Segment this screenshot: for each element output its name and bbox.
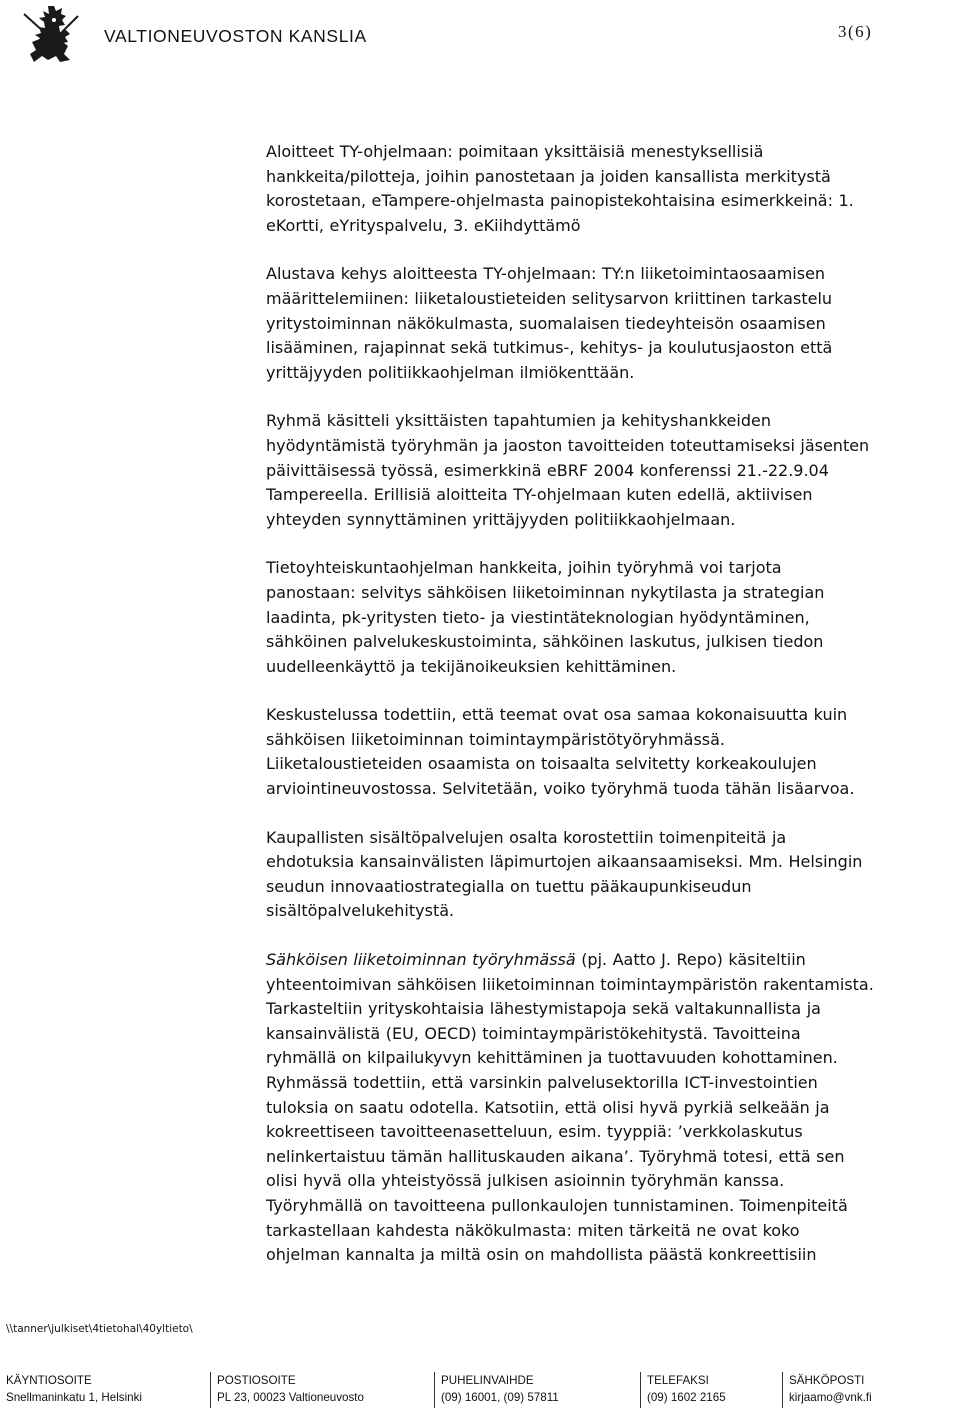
footer-value: Snellmaninkatu 1, Helsinki (6, 1391, 142, 1404)
footer-value: (09) 16001, (09) 57811 (441, 1391, 559, 1404)
working-group-name: Sähköisen liiketoiminnan työryhmässä (266, 950, 576, 970)
page-header (0, 0, 960, 70)
coat-of-arms-logo-icon (18, 2, 84, 70)
footer-fax (640, 1372, 726, 1408)
document-body (266, 140, 956, 1292)
paragraph-framework: Alustava kehys aloitteesta TY-ohjelmaan: TY:n liiketoimintaosaamisen määrittelemiinen: liiketaloustieteiden selitysarvon kriittinen tarkastelu yritystoiminnan näkökulmasta, suomalaisen tiedeyhteisön osaamisen lisääminen, rajapinnat sekä tutkimus-, kehitys- ja koulutusjaoston että yrittäjyyden politiikkaohjelman ilmiökenttään. (266, 264, 833, 382)
footer-value: PL 23, 00023 Valtioneuvosto (217, 1391, 364, 1404)
file-path: \\tanner\julkiset\4tietohal\40yltieto\ (6, 1323, 193, 1335)
organization-name: VALTIONEUVOSTON KANSLIA (104, 26, 367, 46)
footer-email (782, 1372, 872, 1408)
paragraph-content-services: Kaupallisten sisältöpalvelujen osalta korostettiin toimenpiteitä ja ehdotuksia kansainvälisten läpimurtojen aikaansaamiseksi. Mm. Helsingin seudun innovaatiostrategialla on tuettu pääkaupunkiseudun sisältöpalvelukehitystä. (266, 827, 863, 921)
footer-label: SÄHKÖPOSTI (789, 1374, 865, 1387)
footer-label: PUHELINVAIHDE (441, 1374, 534, 1387)
footer-postal-address (210, 1372, 364, 1408)
footer-switchboard (434, 1372, 559, 1408)
paragraph-group-discussion: Ryhmä käsitteli yksittäisten tapahtumien ja kehityshankkeiden hyödyntämistä työryhmän ja jaoston tavoitteiden toteuttamiseksi jäsenten päivittäisessä työssä, esimerkkinä eBRF 2004 konferenssi 21.-22.9.04 Tampereella. Erillisiä aloitteita TY-ohjelmaan kuten edellä, aktiivisen yhteyden synnyttäminen yrittäjyyden politiikkaohjelmaan. (266, 411, 870, 529)
paragraph-information-society-projects: Tietoyhteiskuntaohjelman hankkeita, joihin työryhmä voi tarjota panostaan: selvitys sähköisen liiketoiminnan nykytilasta ja strategian laadinta, pk-yritysten tieto- ja viestintäteknologian hyödyntäminen, sähköinen palvelukeskustoiminta, sähköinen laskutus, julkisen tiedon uudelleenkäyttö ja tekijänoikeuksien kehittäminen. (266, 558, 825, 676)
footer-visiting-address (6, 1372, 142, 1408)
paragraph-ebusiness-working-group (266, 948, 956, 1268)
footer-label: POSTIOSOITE (217, 1374, 296, 1387)
paragraph-discussion-notes: Keskustelussa todettiin, että teemat ovat osa samaa kokonaisuutta kuin sähköisen liiketoiminnan toimintaympäristötyöryhmässä. Liiketaloustieteiden osaamista on toisaalta selvitetty korkeakoulujen arviointineuvostossa. Selvitetään, voiko työryhmä tuoda tähän lisäarvoa. (266, 705, 855, 799)
page-footer (0, 1372, 960, 1408)
footer-value: (09) 1602 2165 (647, 1391, 726, 1404)
footer-label: KÄYNTIOSOITE (6, 1374, 92, 1387)
paragraph-initiatives: Aloitteet TY-ohjelmaan: poimitaan yksittäisiä menestyksellisiä hankkeita/pilotteja, joihin panostetaan ja joiden kansallista merkitystä korostetaan, eTampere-ohjelmasta painopistekohtaisina esimerkkeinä: 1. eKortti, eYrityspalvelu, 3. eKiihdyttämö (266, 142, 854, 235)
footer-label: TELEFAKSI (647, 1374, 709, 1387)
footer-value: kirjaamo@vnk.fi (789, 1391, 872, 1404)
page-number: 3(6) (838, 22, 873, 41)
paragraph-text: (pj. Aatto J. Repo) käsiteltiin yhteentoimivan sähköisen liiketoiminnan toimintaympäristön rakentamista. Tarkasteltiin yrityskohtaisia lähestymistapoja sekä valtakunnallista ja kansainvälistä (EU, OECD) toimintaympäristökehitystä. Tavoitteina ryhmällä on kilpailukyvyn kehittäminen ja tuottavuuden kohottaminen. Ryhmässä todettiin, että varsinkin palvelusektorilla ICT-investointien tuloksia on saatu odotella. Katsotiin, että olisi hyvä pyrkiä selkeään ja kokreettiseen tavoitteenasetteluun, esim. tyyppiä: ’verkkolaskutus nelinkertaistuu tämän hallituskauden aikana’. Työryhmä totesi, että sen olisi hyvä olla yhteistyössä julkisen asioinnin työryhmän kanssa. Työryhmällä on tavoitteena pullonkaulojen tunnistaminen. Toimenpiteitä tarkastellaan kahdesta näkökulmasta: miten tärkeitä ne ovat koko ohjelman kannalta ja miltä osin on mahdollista päästä konkreettisiin (266, 950, 874, 1265)
